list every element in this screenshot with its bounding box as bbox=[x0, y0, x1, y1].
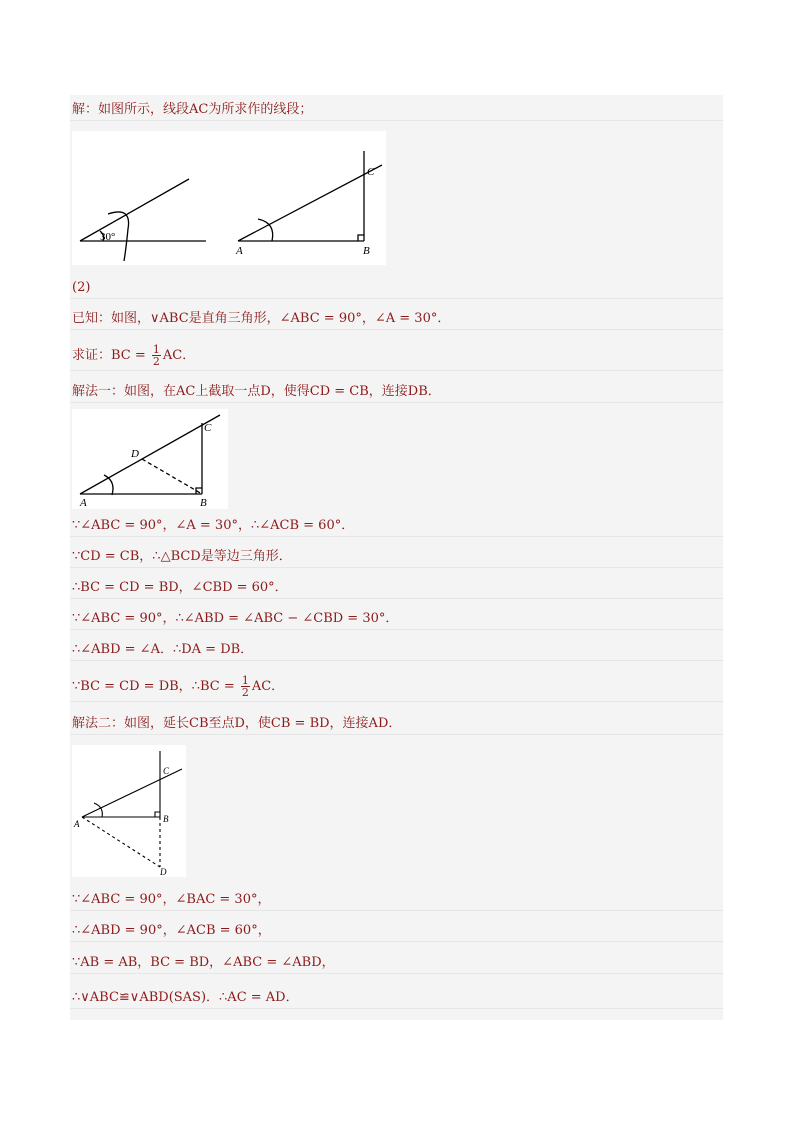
part-2-label: (2) bbox=[70, 278, 723, 299]
point-D-label: D bbox=[131, 448, 139, 460]
figure-construction bbox=[72, 131, 386, 265]
solution-line-1: 解：如图所示，线段AC为所求作的线段； bbox=[70, 100, 723, 121]
proof-2-step-4: ∴∨ABC≌∨ABD(SAS)．∴AC = AD． bbox=[70, 988, 723, 1009]
segment-AC bbox=[80, 415, 220, 494]
proof-2-step-3: ∵AB = AB，BC = BD，∠ABC = ∠ABD， bbox=[70, 953, 723, 974]
method-2-diagram bbox=[72, 745, 186, 877]
right-angle-mark bbox=[155, 812, 160, 817]
proof-1-step-1: ∵∠ABC = 90°，∠A = 30°，∴∠ACB = 60°． bbox=[70, 516, 723, 537]
method-1-line: 解法一：如图，在AC上截取一点D，使得CD = CB，连接DB． bbox=[70, 382, 723, 403]
proof-1-step-4: ∵∠ABC = 90°，∴∠ABD = ∠ABC − ∠CBD = 30°． bbox=[70, 609, 723, 630]
method-1-diagram bbox=[72, 409, 228, 509]
proof-1-step-5: ∴∠ABD = ∠A．∴DA = DB． bbox=[70, 640, 723, 661]
point-B-label: B bbox=[163, 814, 169, 824]
point-C-label: C bbox=[204, 422, 212, 434]
fraction-one-half: $\frac{1}{2}$ bbox=[241, 674, 249, 699]
proof-1-step-6: ∵BC = CD = DB，∴BC = $\frac{1}{2}$ AC． bbox=[70, 672, 723, 702]
angle-arc-A bbox=[104, 475, 113, 495]
proof-2-step-2: ∴∠ABD = 90°，∠ACB = 60°， bbox=[70, 921, 723, 942]
figure-method-1 bbox=[72, 409, 228, 509]
given-line: 已知：如图，∨ABC是直角三角形，∠ABC = 90°，∠A = 30°． bbox=[70, 309, 723, 330]
segment-AC bbox=[238, 165, 382, 241]
point-A-label: A bbox=[80, 497, 87, 509]
segment-AC bbox=[82, 769, 182, 817]
proof-1-step-3: ∴BC = CD = BD，∠CBD = 60°． bbox=[70, 578, 723, 599]
point-C-label: C bbox=[163, 766, 170, 776]
dashed-AD bbox=[82, 817, 160, 867]
proof-1-step-2: ∵CD = CB，∴△BCD是等边三角形． bbox=[70, 547, 723, 568]
point-B-label: B bbox=[363, 245, 370, 257]
construction-diagram bbox=[72, 131, 386, 265]
figure-method-2 bbox=[72, 745, 186, 877]
angle-slant-ray bbox=[80, 179, 189, 241]
point-D-label: D bbox=[160, 867, 167, 877]
proof-2-step-1: ∵∠ABC = 90°，∠BAC = 30°， bbox=[70, 890, 723, 911]
right-angle-mark bbox=[358, 235, 364, 241]
method-2-line: 解法二：如图，延长CB至点D，使CB = BD，连接AD． bbox=[70, 714, 723, 735]
point-C-label: C bbox=[367, 166, 375, 178]
fraction-one-half: $\frac{1}{2}$ bbox=[152, 343, 160, 368]
point-B-label: B bbox=[200, 497, 207, 509]
angle-30-label: 30° bbox=[100, 231, 116, 243]
dashed-DB bbox=[142, 459, 202, 494]
point-A-label: A bbox=[236, 245, 243, 257]
prove-line: 求证：BC = $\frac{1}{2}$ AC． bbox=[70, 341, 723, 371]
angle-arc-A bbox=[94, 803, 102, 817]
point-A-label: A bbox=[74, 819, 80, 829]
